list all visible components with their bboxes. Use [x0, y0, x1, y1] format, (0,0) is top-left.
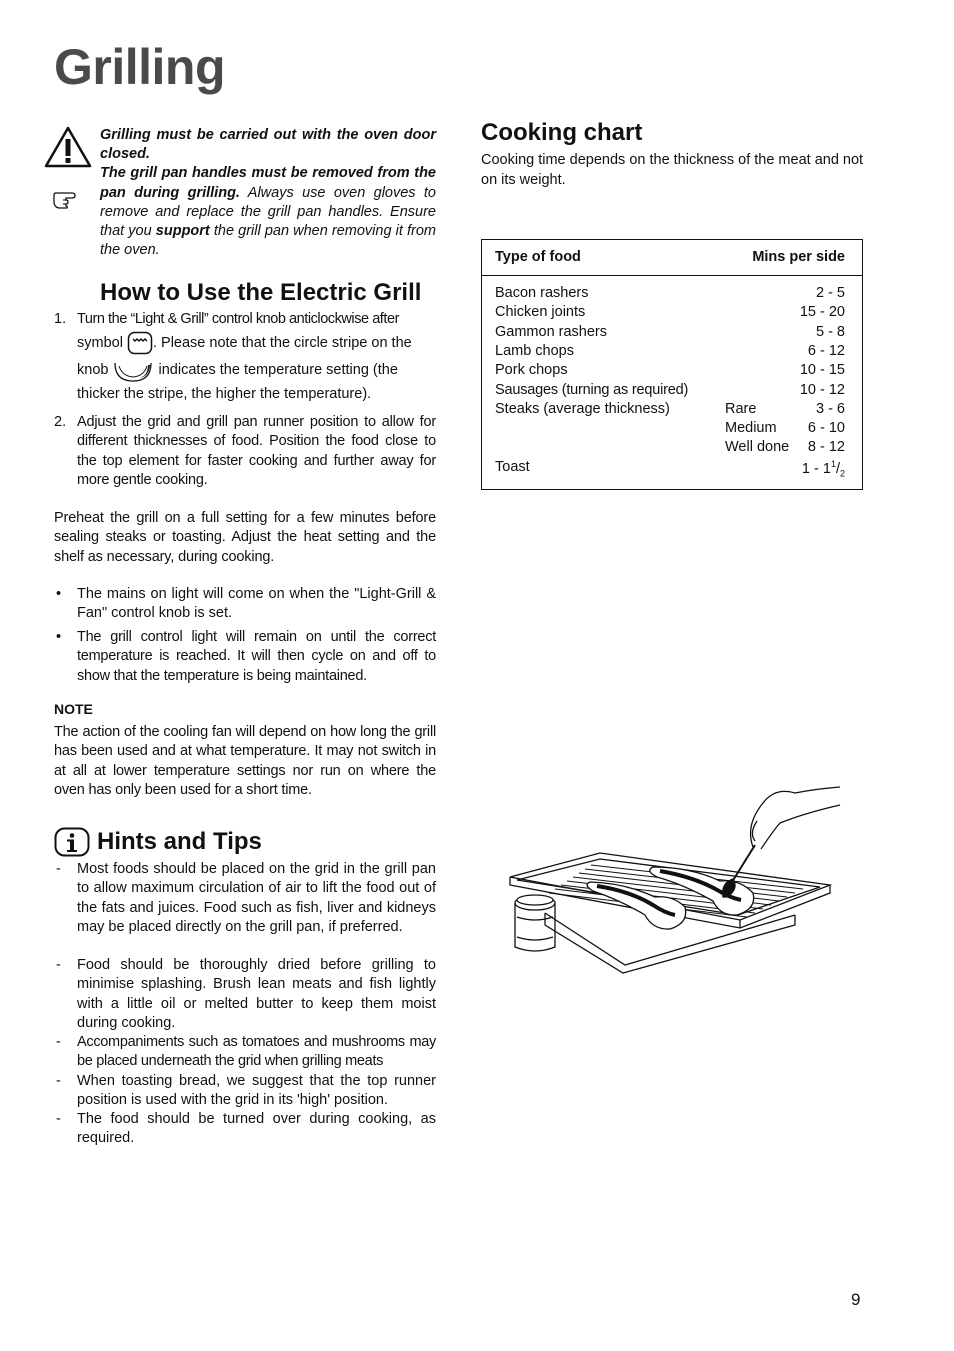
bullet-text: The mains on light will come on when the "Light-Grill & Fan" control knob is set.	[77, 586, 436, 622]
table-row	[482, 401, 862, 420]
note-text: The action of the cooling fan will depend on how long the grill has been used and at what temperature. It may not switch in at all at lower temperature settings nor run on where the oven has only been used for a short time.	[54, 724, 436, 798]
row-food: Steaks (average thickness)	[495, 400, 670, 417]
row-mins: 2 - 5	[815, 285, 845, 301]
bullet-mark: •	[56, 629, 62, 645]
row-mins: 6 - 10	[807, 420, 845, 437]
item-number: 1.	[54, 311, 67, 327]
table-header	[482, 240, 862, 276]
mins-sub: 2	[839, 468, 845, 479]
row-mins: 5 - 8	[815, 323, 845, 340]
bullet-text: The grill control light will remain on until the correct temperature is reached. It will then cycle on and off to show that the temperature is being maintained.	[77, 629, 436, 684]
table-row	[482, 459, 862, 478]
row-mins: 10 - 12	[799, 381, 845, 398]
item1-line-e: indicates the temperature setting (the	[158, 362, 398, 379]
item1-knob-label: knob	[77, 362, 109, 379]
how-to-item-2	[54, 413, 436, 490]
hints-title: Hints and Tips	[97, 828, 262, 855]
grill-pan-illustration	[505, 785, 845, 980]
warning-triangle-icon	[44, 126, 92, 168]
table-row	[482, 420, 862, 439]
info-icon	[54, 827, 90, 857]
row-food: Gammon rashers	[495, 323, 608, 340]
hint-item	[54, 1033, 436, 1072]
row-food: Bacon rashers	[495, 285, 589, 301]
row-food: Pork chops	[495, 362, 568, 379]
row-doneness: Well done	[725, 439, 790, 456]
pointing-hand-icon	[52, 188, 84, 210]
table-row	[482, 343, 862, 362]
mins-slash: /	[835, 460, 840, 477]
cooking-chart-title: Cooking chart	[481, 119, 643, 146]
warning-line1: Grilling must be carried out with the oven door closed.	[100, 127, 436, 163]
table-row	[482, 324, 862, 343]
row-food: Sausages (turning as required)	[495, 381, 689, 398]
cooking-chart-intro: Cooking time depends on the thickness of the meat and not on its weight.	[481, 152, 864, 188]
page-number: 9	[851, 1290, 861, 1309]
item1-line-c: . Please note that the circle stripe on the	[152, 335, 412, 352]
item2-text: Adjust the grid and grill pan runner position to allow for different thicknesses of food. Position the food close to the top element for faster cooking and further away for more gentle cooking.	[77, 414, 436, 488]
table-row	[482, 382, 862, 401]
hint-mark: -	[56, 1111, 61, 1127]
warning-support: support	[155, 223, 210, 240]
hint-text: Food should be thoroughly dried before grilling to minimise splashing. Brush lean meats and fish lightly with a little oil or melted butter to keep them moist during cooking.	[77, 957, 436, 1031]
row-doneness: Rare	[725, 400, 757, 417]
row-doneness: Medium	[725, 420, 777, 437]
table-row	[482, 304, 862, 323]
row-mins: 15 - 20	[799, 304, 845, 321]
row-food: Toast	[495, 458, 530, 475]
hint-item	[54, 1072, 436, 1111]
header-mins-per-side: Mins per side	[752, 249, 845, 265]
row-mins: 6 - 12	[807, 342, 845, 359]
mins-sup: 1	[830, 458, 836, 469]
note-label: NOTE	[54, 701, 93, 717]
item1-line-a: Turn the “Light & Grill” control knob anticlockwise after	[77, 311, 399, 327]
row-mins	[802, 459, 845, 479]
table-row	[482, 362, 862, 381]
item1-symbol-label: symbol	[77, 335, 123, 352]
warning-line2-rest: Always use oven gloves to remove and replace the grill pan handles. Ensure that you	[100, 184, 436, 240]
row-food: Lamb chops	[495, 342, 574, 359]
hint-mark: -	[56, 861, 61, 877]
hint-item	[54, 860, 436, 937]
table-row	[482, 439, 862, 458]
cooking-chart-table	[481, 239, 863, 490]
knob-icon	[112, 357, 154, 383]
hint-item	[54, 1110, 436, 1149]
hint-item	[54, 956, 436, 1033]
hint-text: Most foods should be placed on the grid in the grill pan to allow maximum circulation of air to lift the food out of the fats and juices. Food such as fish, liver and kidneys may be placed directly on the grill pan, if preferred.	[77, 861, 436, 935]
how-to-title: How to Use the Electric Grill	[100, 279, 422, 306]
warning-line2: The grill pan handles must be removed from the pan during grilling.	[100, 165, 436, 201]
bullet-item	[54, 585, 436, 624]
hint-mark: -	[56, 1034, 61, 1050]
hint-mark: -	[56, 1073, 61, 1089]
bullet-item	[54, 628, 436, 686]
row-mins: 10 - 15	[799, 362, 845, 379]
table-row	[482, 285, 862, 304]
preheat-paragraph: Preheat the grill on a full setting for a few minutes before sealing steaks or toasting. Adjust the heat setting and the shelf as necessary, during cooking.	[54, 510, 436, 565]
bullet-mark: •	[56, 586, 62, 602]
warning-text	[100, 126, 436, 260]
warning-line3: the grill pan when removing it from the oven.	[100, 223, 437, 259]
hint-text: When toasting bread, we suggest that the top runner position is used with the grid in its 'high' position.	[77, 1073, 436, 1109]
header-type-of-food: Type of food	[495, 249, 581, 265]
row-mins: 3 - 6	[815, 400, 845, 417]
hint-mark: -	[56, 957, 61, 973]
how-to-item-1	[54, 310, 436, 405]
hint-text: Accompaniments such as tomatoes and mushrooms may be placed underneath the grid when grilling meats	[77, 1034, 436, 1070]
grill-symbol-icon	[127, 331, 153, 355]
item-number: 2.	[54, 414, 67, 430]
item1-line-f: thicker the stripe, the higher the temperature).	[77, 386, 372, 403]
page-title: Grilling	[54, 39, 225, 95]
mins-main: 1 - 1	[801, 460, 831, 477]
hint-text: The food should be turned over during cooking, as required.	[77, 1111, 436, 1147]
row-food: Chicken joints	[495, 304, 586, 321]
row-mins: 8 - 12	[807, 439, 845, 456]
